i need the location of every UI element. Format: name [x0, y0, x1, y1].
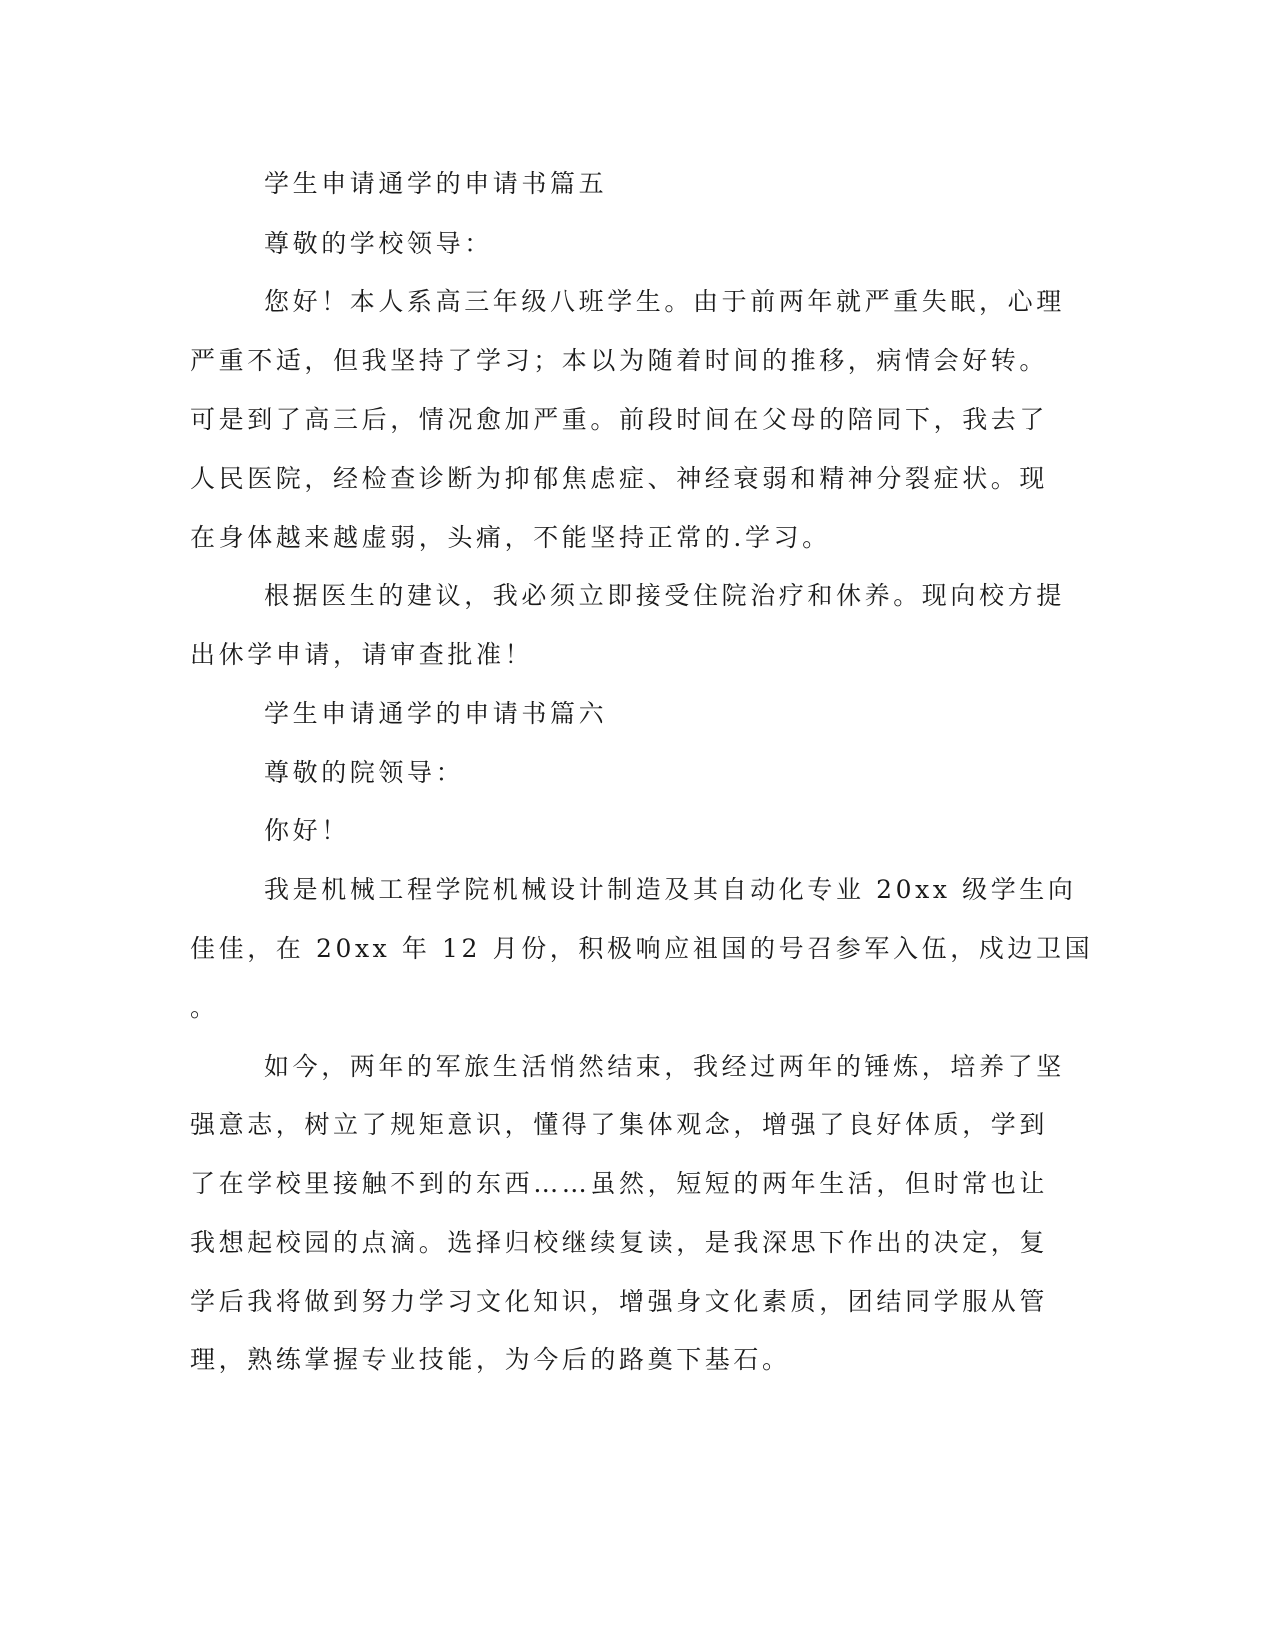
body-line: 我想起校园的点滴。选择归校继续复读，是我深思下作出的决定，复 — [190, 1228, 1049, 1257]
body-line: 在身体越来越虚弱，头痛，不能坚持正常的.学习。 — [190, 523, 831, 552]
salutation-school: 尊敬的学校领导： — [264, 229, 493, 258]
greeting: 你好！ — [264, 816, 350, 845]
body-line: 我是机械工程学院机械设计制造及其自动化专业 20xx 级学生向 — [264, 875, 1077, 904]
section-title-five: 学生申请通学的申请书篇五 — [264, 169, 608, 198]
body-line: 严重不适，但我坚持了学习；本以为随着时间的推移，病情会好转。 — [190, 346, 1049, 375]
body-line: 根据医生的建议，我必须立即接受住院治疗和休养。现向校方提 — [264, 581, 1065, 610]
body-line: 佳佳，在 20xx 年 12 月份，积极响应祖国的号召参军入伍，戍边卫国 — [190, 934, 1094, 963]
body-line: 理，熟练掌握专业技能，为今后的路奠下基石。 — [190, 1345, 791, 1374]
body-line: 如今，两年的军旅生活悄然结束，我经过两年的锤炼，培养了坚 — [264, 1052, 1065, 1081]
salutation-dean: 尊敬的院领导： — [264, 758, 465, 787]
body-line: 。 — [190, 993, 219, 1022]
body-line: 强意志，树立了规矩意识，懂得了集体观念，增强了良好体质，学到 — [190, 1110, 1049, 1139]
body-line: 您好！本人系高三年级八班学生。由于前两年就严重失眠，心理 — [264, 287, 1065, 316]
body-line: 出休学申请，请审查批准！ — [190, 640, 534, 669]
body-line: 可是到了高三后，情况愈加严重。前段时间在父母的陪同下，我去了 — [190, 405, 1049, 434]
section-title-six: 学生申请通学的申请书篇六 — [264, 699, 608, 728]
body-line: 人民医院，经检查诊断为抑郁焦虑症、神经衰弱和精神分裂症状。现 — [190, 464, 1049, 493]
body-line: 学后我将做到努力学习文化知识，增强身文化素质，团结同学服从管 — [190, 1287, 1049, 1316]
body-line: 了在学校里接触不到的东西……虽然，短短的两年生活，但时常也让 — [190, 1169, 1049, 1198]
